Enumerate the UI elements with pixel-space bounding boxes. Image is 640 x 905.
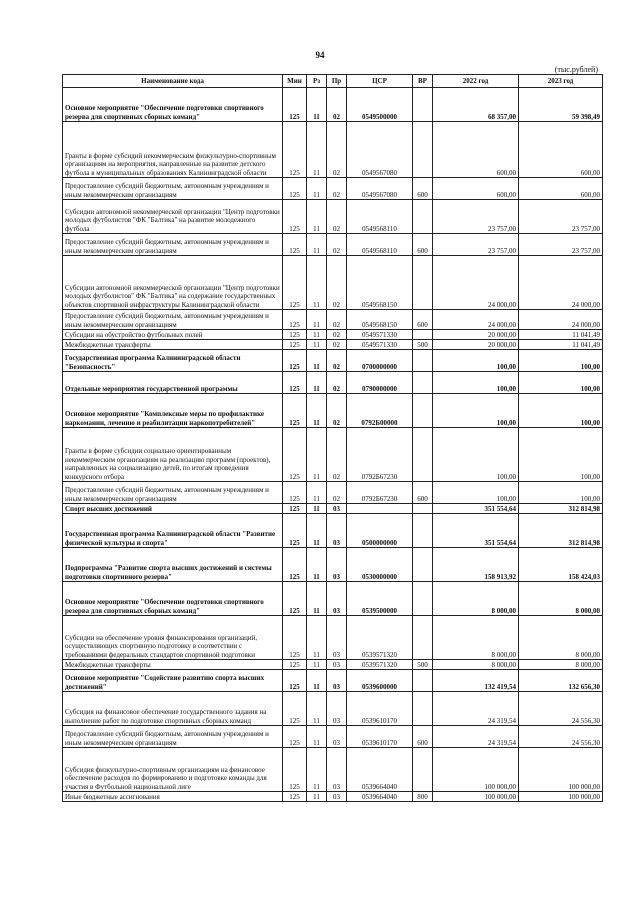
cell-min: 125 [283, 504, 307, 514]
cell-name: Подпрограмма "Развитие спорта высших достижений и системы подготовки спортивного резерва" [63, 548, 283, 582]
cell-rz: 11 [307, 178, 327, 200]
cell-2023: 24 556,30 [519, 692, 603, 726]
cell-min: 125 [283, 330, 307, 340]
cell-rz: 11 [307, 692, 327, 726]
cell-pr: 02 [327, 482, 347, 504]
cell-rz: 11 [307, 310, 327, 330]
cell-2023: 132 656,30 [519, 670, 603, 692]
cell-csr: 0539664040 [347, 748, 413, 792]
cell-2023: 24 556,30 [519, 726, 603, 748]
cell-2022: 8 000,00 [433, 582, 519, 616]
cell-min: 125 [283, 726, 307, 748]
table-row [63, 178, 603, 200]
cell-min: 125 [283, 88, 307, 122]
table-row [63, 726, 603, 748]
cell-pr: 02 [327, 340, 347, 350]
table-row [63, 88, 603, 122]
cell-pr: 03 [327, 792, 347, 802]
cell-min: 125 [283, 340, 307, 350]
budget-table [62, 74, 603, 802]
header-2023: 2023 год [519, 75, 603, 88]
cell-name: Основное мероприятие "Обеспечение подготовки спортивного резерва для спортивных сборных команд" [63, 582, 283, 616]
cell-vr: 600 [413, 482, 433, 504]
cell-csr: 0792Б00000 [347, 394, 413, 428]
table-header-row [63, 75, 603, 88]
cell-2022: 100,00 [433, 372, 519, 394]
table-row [63, 122, 603, 178]
cell-name: Иные бюджетные ассигнования [63, 792, 283, 802]
cell-2022: 600,00 [433, 122, 519, 178]
cell-rz: 11 [307, 792, 327, 802]
cell-vr [413, 350, 433, 372]
table-row [63, 616, 603, 660]
cell-csr: 0539610170 [347, 692, 413, 726]
table-row [63, 660, 603, 670]
cell-csr: 0792Б67230 [347, 428, 413, 482]
cell-2022: 351 554,64 [433, 504, 519, 514]
cell-name: Основное мероприятие "Обеспечение подготовки спортивного резерва для спортивных сборных команд" [63, 88, 283, 122]
header-name: Наименование кода [63, 75, 283, 88]
cell-rz: 11 [307, 88, 327, 122]
cell-pr: 02 [327, 428, 347, 482]
cell-vr [413, 616, 433, 660]
cell-name: Субсидия на финансовое обеспечение государственного задания на выполнение работ по подготовке спортивных сборных команд [63, 692, 283, 726]
cell-rz: 11 [307, 256, 327, 310]
cell-2023: 158 424,03 [519, 548, 603, 582]
cell-vr: 500 [413, 660, 433, 670]
table-row [63, 692, 603, 726]
cell-rz: 11 [307, 234, 327, 256]
cell-csr: 0549567080 [347, 122, 413, 178]
cell-vr [413, 372, 433, 394]
table-row [63, 514, 603, 548]
cell-name: Государственная программа Калининградской области "Безопасность" [63, 350, 283, 372]
cell-name: Предоставление субсидий бюджетным, автономным учреждениям и иным некоммерческим организациям [63, 310, 283, 330]
cell-2022: 24 000,00 [433, 256, 519, 310]
cell-pr: 02 [327, 234, 347, 256]
cell-2023: 24 000,00 [519, 310, 603, 330]
cell-csr: 0792Б67230 [347, 482, 413, 504]
cell-2023: 100,00 [519, 394, 603, 428]
cell-rz: 11 [307, 514, 327, 548]
cell-name: Субсидии автономной некоммерческой организации "Центр подготовки молодых футболистов" ФК "Балтика" на содержание государственных объектов спортивной инфраструктуры Калининградской области [63, 256, 283, 310]
cell-name: Гранты в форме субсидии социально ориентированным некоммерческим организациям на реализацию программ (проектов), направленных на социализацию детей, по итогам проведения конкурсного отбора [63, 428, 283, 482]
cell-rz: 11 [307, 660, 327, 670]
cell-2022: 23 757,00 [433, 200, 519, 234]
cell-2023: 100,00 [519, 372, 603, 394]
cell-2023: 100,00 [519, 428, 603, 482]
cell-2023: 312 814,98 [519, 514, 603, 548]
cell-vr [413, 582, 433, 616]
cell-2022: 8 000,00 [433, 616, 519, 660]
cell-2023: 100 000,00 [519, 748, 603, 792]
table-row [63, 200, 603, 234]
cell-name: Основное мероприятие "Содействие развитию спорта высших достижений" [63, 670, 283, 692]
header-csr: ЦСР [347, 75, 413, 88]
cell-min: 125 [283, 234, 307, 256]
table-row [63, 350, 603, 372]
header-2022: 2022 год [433, 75, 519, 88]
table-row [63, 582, 603, 616]
cell-2023: 59 398,49 [519, 88, 603, 122]
cell-name: Предоставление субсидий бюджетным, автономным учреждениям и иным некоммерческим организациям [63, 178, 283, 200]
cell-2022: 100,00 [433, 482, 519, 504]
table-row [63, 748, 603, 792]
cell-2023: 600,00 [519, 178, 603, 200]
cell-min: 125 [283, 310, 307, 330]
cell-2022: 132 419,54 [433, 670, 519, 692]
cell-rz: 11 [307, 726, 327, 748]
cell-csr: 0700000000 [347, 350, 413, 372]
cell-2022: 100 000,00 [433, 748, 519, 792]
cell-pr: 03 [327, 514, 347, 548]
cell-pr: 03 [327, 548, 347, 582]
cell-2023: 100,00 [519, 350, 603, 372]
cell-min: 125 [283, 792, 307, 802]
cell-name: Субсидии на обеспечение уровня финансирования организаций, осуществляющих спортивную подготовку в соответствии с требованиями федеральных стандартов спортивной подготовки [63, 616, 283, 660]
header-vr: ВР [413, 75, 433, 88]
cell-2022: 100,00 [433, 394, 519, 428]
cell-name: Предоставление субсидий бюджетным, автономным учреждениям и иным некоммерческим организациям [63, 726, 283, 748]
cell-min: 125 [283, 372, 307, 394]
cell-rz: 11 [307, 670, 327, 692]
cell-vr [413, 692, 433, 726]
cell-min: 125 [283, 670, 307, 692]
cell-rz: 11 [307, 616, 327, 660]
cell-rz: 11 [307, 394, 327, 428]
cell-csr: 0539571320 [347, 616, 413, 660]
cell-vr [413, 200, 433, 234]
cell-2023: 11 041,49 [519, 340, 603, 350]
cell-pr: 03 [327, 504, 347, 514]
cell-vr [413, 670, 433, 692]
table-row [63, 792, 603, 802]
cell-rz: 11 [307, 748, 327, 792]
cell-min: 125 [283, 256, 307, 310]
cell-name: Гранты в форме субсидий некоммерческим физкультурно-спортивным организациям на мероприятия, направленные на развитие детского футбола в муниципальных образованиях Калининградской области [63, 122, 283, 178]
cell-2023: 8 000,00 [519, 660, 603, 670]
cell-csr: 0549568110 [347, 234, 413, 256]
cell-rz: 11 [307, 548, 327, 582]
cell-pr: 02 [327, 372, 347, 394]
cell-name: Предоставление субсидий бюджетным, автономным учреждениям и иным некоммерческим организациям [63, 482, 283, 504]
cell-csr: 0539664040 [347, 792, 413, 802]
cell-2022: 24 000,00 [433, 310, 519, 330]
cell-2023: 100,00 [519, 482, 603, 504]
cell-csr: 0539600000 [347, 670, 413, 692]
cell-rz: 11 [307, 482, 327, 504]
cell-csr: 0549571330 [347, 340, 413, 350]
cell-2023: 23 757,00 [519, 234, 603, 256]
table-row [63, 256, 603, 310]
cell-name: Государственная программа Калининградской области "Развитие физической культуры и спорта" [63, 514, 283, 548]
cell-vr: 500 [413, 340, 433, 350]
table-row [63, 310, 603, 330]
header-min: Мин [283, 75, 307, 88]
cell-2023: 24 000,00 [519, 256, 603, 310]
cell-2022: 20 000,00 [433, 330, 519, 340]
cell-2023: 312 814,98 [519, 504, 603, 514]
page-number: 94 [315, 50, 325, 60]
cell-min: 125 [283, 616, 307, 660]
cell-name: Спорт высших достижений [63, 504, 283, 514]
cell-name: Отдельные мероприятия государственной программы [63, 372, 283, 394]
cell-min: 125 [283, 428, 307, 482]
cell-pr: 03 [327, 660, 347, 670]
table-row [63, 428, 603, 482]
cell-2022: 600,00 [433, 178, 519, 200]
table-row [63, 340, 603, 350]
table-body [63, 88, 603, 802]
cell-pr: 02 [327, 310, 347, 330]
cell-2022: 351 554,64 [433, 514, 519, 548]
table-row [63, 394, 603, 428]
cell-csr: 0539610170 [347, 726, 413, 748]
cell-min: 125 [283, 200, 307, 234]
cell-rz: 11 [307, 504, 327, 514]
cell-pr: 02 [327, 88, 347, 122]
cell-2023: 8 000,00 [519, 616, 603, 660]
table-row [63, 670, 603, 692]
cell-csr: 0549568110 [347, 200, 413, 234]
table-row [63, 482, 603, 504]
cell-name: Субсидии на обустройство футбольных полей [63, 330, 283, 340]
cell-min: 125 [283, 350, 307, 372]
cell-pr: 03 [327, 726, 347, 748]
cell-2022: 23 757,00 [433, 234, 519, 256]
cell-csr: 0549568150 [347, 310, 413, 330]
cell-min: 125 [283, 514, 307, 548]
table-row [63, 234, 603, 256]
cell-rz: 11 [307, 428, 327, 482]
cell-name: Межбюджетные трансферты [63, 340, 283, 350]
cell-2022: 158 913,92 [433, 548, 519, 582]
table-row [63, 330, 603, 340]
cell-pr: 03 [327, 582, 347, 616]
cell-csr: 0549500000 [347, 88, 413, 122]
cell-csr: 0500000000 [347, 514, 413, 548]
cell-csr: 0549571330 [347, 330, 413, 340]
cell-2023: 8 000,00 [519, 582, 603, 616]
cell-min: 125 [283, 394, 307, 428]
cell-2023: 11 041,49 [519, 330, 603, 340]
cell-name: Субсидии автономной некоммерческой организации "Центр подготовки молодых футболистов "ФК "Балтика" на развитие молодежного футбола [63, 200, 283, 234]
cell-min: 125 [283, 748, 307, 792]
cell-vr [413, 394, 433, 428]
cell-min: 125 [283, 122, 307, 178]
cell-rz: 11 [307, 200, 327, 234]
cell-2023: 100 000,00 [519, 792, 603, 802]
cell-2022: 100 000,00 [433, 792, 519, 802]
cell-rz: 11 [307, 350, 327, 372]
cell-pr: 02 [327, 200, 347, 234]
table-row [63, 548, 603, 582]
cell-vr [413, 256, 433, 310]
cell-vr [413, 514, 433, 548]
cell-vr: 600 [413, 234, 433, 256]
cell-rz: 11 [307, 372, 327, 394]
cell-min: 125 [283, 482, 307, 504]
cell-min: 125 [283, 548, 307, 582]
cell-2022: 20 000,00 [433, 340, 519, 350]
cell-name: Основное мероприятие "Комплексные меры по профилактике наркомании, лечению и реабилитации наркопотребителей" [63, 394, 283, 428]
cell-2022: 100,00 [433, 428, 519, 482]
cell-rz: 11 [307, 582, 327, 616]
cell-rz: 11 [307, 330, 327, 340]
cell-min: 125 [283, 660, 307, 670]
cell-vr [413, 504, 433, 514]
cell-csr: 0790000000 [347, 372, 413, 394]
cell-vr [413, 548, 433, 582]
cell-pr: 03 [327, 616, 347, 660]
cell-pr: 02 [327, 256, 347, 310]
cell-2022: 100,00 [433, 350, 519, 372]
header-pr: Пр [327, 75, 347, 88]
cell-pr: 02 [327, 330, 347, 340]
cell-pr: 02 [327, 122, 347, 178]
cell-name: Предоставление субсидий бюджетным, автономным учреждениям и иным некоммерческим организациям [63, 234, 283, 256]
cell-name: Субсидия физкультурно-спортивным организациям на финансовое обеспечение расходов по формированию и подготовке команды для участия в Футбольной национальной лиге [63, 748, 283, 792]
cell-2022: 24 319,54 [433, 692, 519, 726]
cell-pr: 03 [327, 692, 347, 726]
cell-csr [347, 504, 413, 514]
cell-min: 125 [283, 692, 307, 726]
cell-csr: 0539571320 [347, 660, 413, 670]
cell-csr: 0530000000 [347, 548, 413, 582]
cell-vr [413, 748, 433, 792]
cell-csr: 0539500000 [347, 582, 413, 616]
cell-pr: 02 [327, 178, 347, 200]
cell-vr [413, 122, 433, 178]
cell-vr: 800 [413, 792, 433, 802]
cell-vr [413, 428, 433, 482]
cell-2023: 23 757,00 [519, 200, 603, 234]
cell-pr: 02 [327, 394, 347, 428]
cell-2022: 68 357,00 [433, 88, 519, 122]
cell-vr [413, 330, 433, 340]
cell-vr [413, 88, 433, 122]
cell-csr: 0549567080 [347, 178, 413, 200]
cell-vr: 600 [413, 178, 433, 200]
cell-rz: 11 [307, 122, 327, 178]
cell-pr: 02 [327, 350, 347, 372]
cell-name: Межбюджетные трансферты [63, 660, 283, 670]
cell-min: 125 [283, 582, 307, 616]
units-label: (тыс.рублей) [554, 65, 598, 74]
cell-2022: 8 000,00 [433, 660, 519, 670]
cell-pr: 03 [327, 748, 347, 792]
cell-pr: 03 [327, 670, 347, 692]
table-row [63, 504, 603, 514]
header-rz: Рз [307, 75, 327, 88]
cell-2023: 600,00 [519, 122, 603, 178]
cell-csr: 0549568150 [347, 256, 413, 310]
table-row [63, 372, 603, 394]
cell-rz: 11 [307, 340, 327, 350]
cell-vr: 600 [413, 726, 433, 748]
cell-vr: 600 [413, 310, 433, 330]
cell-min: 125 [283, 178, 307, 200]
cell-2022: 24 319,54 [433, 726, 519, 748]
